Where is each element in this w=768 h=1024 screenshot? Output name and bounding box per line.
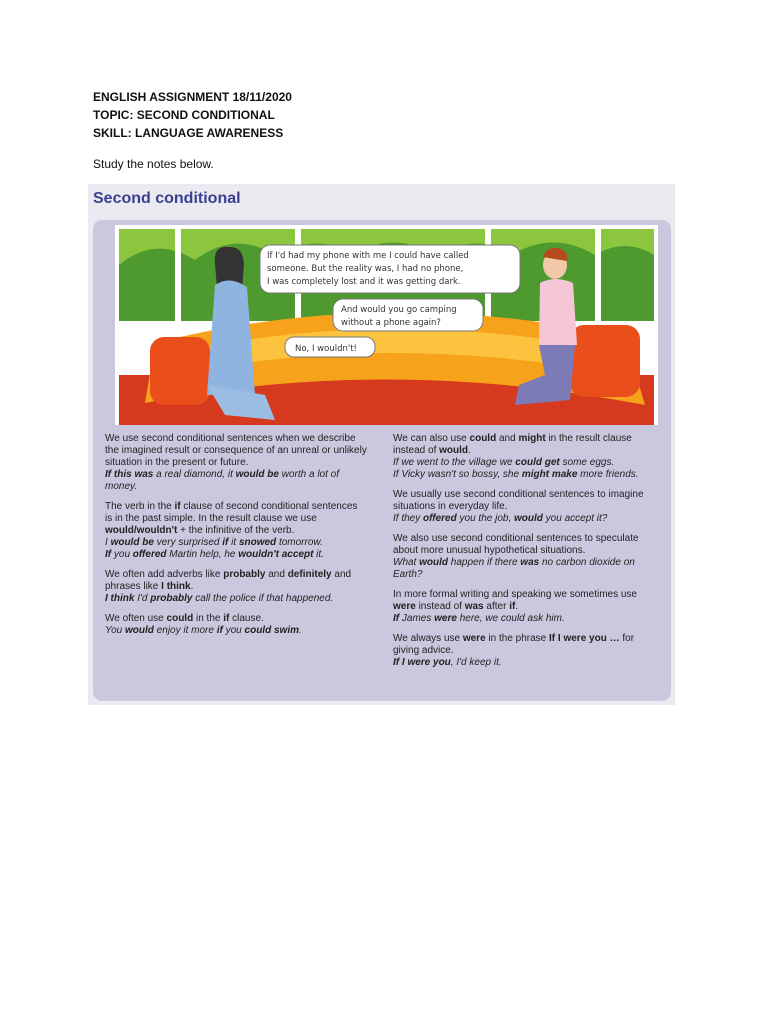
section-title: Second conditional	[93, 190, 241, 207]
text: We can also use	[393, 433, 470, 444]
text: The verb in the	[105, 501, 175, 512]
text: you accept it?	[542, 513, 608, 524]
text: .	[468, 445, 471, 456]
text: more friends.	[577, 469, 639, 480]
bold: I think	[161, 581, 191, 592]
bubble-1-line-1: If I'd had my phone with me I could have called	[267, 251, 469, 261]
bold: was	[464, 601, 484, 612]
bold: offered	[423, 513, 457, 524]
text: very surprised	[153, 537, 223, 548]
text: you	[222, 625, 245, 636]
text: clause.	[229, 613, 264, 624]
bold: could	[469, 433, 497, 444]
right-note-5	[393, 633, 659, 669]
right-note-4	[393, 589, 659, 625]
text: you the job,	[456, 513, 514, 524]
right-note-1	[393, 433, 659, 481]
text: What	[393, 557, 420, 568]
notes-panel	[93, 220, 671, 701]
text: clause of second conditional sentences is in the past simple. In the result clause we use	[105, 501, 358, 524]
text: here, we could ask him.	[456, 613, 565, 624]
text: worth a lot of money.	[105, 469, 339, 492]
bold: If	[105, 549, 112, 560]
text: you	[111, 549, 133, 560]
text: in the phrase	[485, 633, 550, 644]
bold: was	[520, 557, 540, 568]
text: call the police if that happened.	[192, 593, 334, 604]
example	[393, 513, 659, 525]
bold: would	[419, 557, 449, 568]
instruction-text: Study the notes below.	[93, 157, 214, 171]
assignment-header	[93, 88, 292, 142]
text: If we went to the village we	[393, 457, 516, 468]
bold: if	[223, 613, 230, 624]
text: We often use	[105, 613, 167, 624]
text: instead of	[415, 601, 465, 612]
text: in the	[193, 613, 224, 624]
text: We use second conditional sentences when we describe the imagined result or consequence of an unreal or unlikely situation in the present or future.	[105, 433, 367, 468]
text: some eggs.	[559, 457, 615, 468]
bubble-1-line-2: someone. But the reality was, I had no phone,	[267, 264, 464, 274]
text: , I'd keep it.	[450, 657, 502, 668]
example	[105, 469, 367, 493]
bold: could swim	[244, 625, 299, 636]
bold: could	[166, 613, 194, 624]
bold: were	[434, 613, 457, 624]
text: in the result clause instead of	[393, 433, 632, 456]
text: Martin help, he	[166, 549, 239, 560]
bold: were	[393, 601, 416, 612]
text: it.	[313, 549, 324, 560]
example	[393, 469, 659, 481]
text: I	[105, 537, 111, 548]
bold: might make	[521, 469, 578, 480]
bubble-2-line-2: without a phone again?	[341, 318, 441, 328]
example	[105, 549, 367, 561]
illustration	[115, 225, 658, 425]
header-line-topic: TOPIC: SECOND CONDITIONAL	[93, 108, 275, 122]
bold: if	[174, 501, 181, 512]
text: and	[496, 433, 519, 444]
bubble-1-line-3: I was completely lost and it was getting dark.	[267, 277, 461, 287]
bold: if	[216, 625, 223, 636]
example	[105, 537, 367, 549]
text: for giving advice.	[393, 633, 635, 656]
text: If Vicky wasn't so bossy, she	[393, 469, 522, 480]
bold: probably	[223, 569, 266, 580]
bold: would/wouldn't	[105, 525, 178, 536]
text: .	[190, 581, 194, 592]
bubble-3: No, I wouldn't!	[295, 344, 357, 354]
bold: were	[462, 633, 486, 644]
text: no carbon dioxide on Earth?	[393, 557, 635, 580]
notes-left-column	[105, 433, 367, 645]
textbook-photo	[88, 184, 675, 705]
text: We also use second conditional sentences to speculate about more unusual hypothetical situations.	[393, 533, 639, 556]
text: and	[265, 569, 288, 580]
bold: probably	[150, 593, 193, 604]
text: We usually use second conditional sentences to imagine situations in everyday life.	[393, 489, 644, 512]
example	[393, 613, 659, 625]
text: .	[298, 625, 302, 636]
text: .	[515, 601, 519, 612]
header-line-assignment: ENGLISH ASSIGNMENT 18/11/2020	[93, 90, 292, 104]
left-note-4	[105, 613, 367, 637]
header-line-skill: SKILL: LANGUAGE AWARENESS	[93, 126, 284, 140]
text: enjoy it more	[153, 625, 217, 636]
text: and phrases like	[105, 569, 352, 592]
bold: snowed	[238, 537, 277, 548]
bold: if	[509, 601, 516, 612]
text: after	[483, 601, 510, 612]
text: + the infinitive of the verb.	[177, 525, 295, 536]
left-note-3	[105, 569, 367, 605]
text: happen if there	[448, 557, 521, 568]
right-note-2	[393, 489, 659, 525]
bold: If I were you	[393, 657, 451, 668]
bold: offered	[132, 549, 167, 560]
bold: I think	[105, 593, 135, 604]
bold: would	[125, 625, 154, 636]
bold: would be	[110, 537, 154, 548]
text: it	[228, 537, 239, 548]
example	[105, 625, 367, 637]
left-note-2	[105, 501, 367, 561]
example	[105, 593, 367, 605]
text: a real diamond, it	[153, 469, 236, 480]
example	[393, 557, 659, 581]
bold: wouldn't accept	[238, 549, 314, 560]
bold: if	[222, 537, 229, 548]
bold: would be	[235, 469, 279, 480]
bold: might	[518, 433, 546, 444]
bold: would	[514, 513, 543, 524]
bold: would	[439, 445, 469, 456]
text: We often add adverbs like	[105, 569, 224, 580]
bubble-2-line-1: And would you go camping	[341, 305, 457, 315]
example	[393, 657, 659, 669]
example	[393, 457, 659, 469]
text: If they	[393, 513, 424, 524]
bold: If I were you …	[549, 633, 620, 644]
bold: could get	[515, 457, 560, 468]
text: We always use	[393, 633, 463, 644]
left-note-1	[105, 433, 367, 493]
text: James	[399, 613, 435, 624]
text: You	[105, 625, 126, 636]
bold: If	[393, 613, 400, 624]
text: tomorrow.	[276, 537, 323, 548]
bold: definitely	[287, 569, 332, 580]
bold: If this was	[105, 469, 154, 480]
text: In more formal writing and speaking we sometimes use	[393, 589, 637, 600]
notes-right-column	[393, 433, 659, 677]
text: I'd	[134, 593, 151, 604]
right-note-3	[393, 533, 659, 581]
